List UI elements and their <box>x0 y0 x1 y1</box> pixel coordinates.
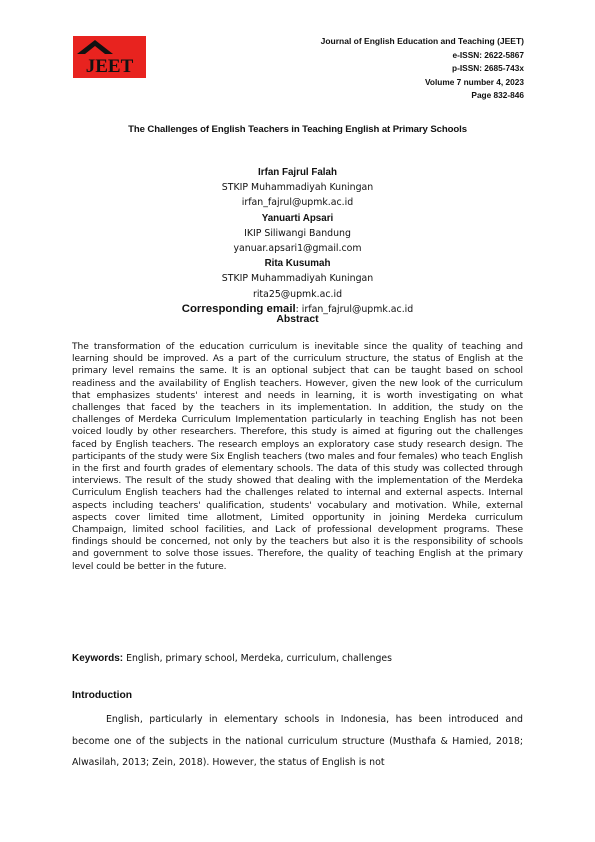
journal-info <box>321 35 524 103</box>
keywords-value: English, primary school, Merdeka, curriculum, challenges <box>123 653 392 664</box>
keywords <box>72 653 523 665</box>
author-email: yanuar.apsari1@gmail.com <box>233 243 362 255</box>
abstract-text: The transformation of the education curriculum is inevitable since the quality of teaching and learning should be improved. As a part of the curriculum structure, the status of English at the primary level remains the same. It is an optional subject that can be taught based on school readiness and the availability of English teachers. However, given the new look of the curriculum that emphasizes students' interest and needs in learning, it is worth investigating on what challenges that faced by the teachers in its implementation. In addition, the study on the challenges of Merdeka Curriculum Implementation particularly in teaching English has not been voiced loudly by other researchers. Therefore, this study is aimed at figuring out the challenges faced by English teachers. The research employs an exploratory case study research design. The participants of the study were Six English teachers (two males and four females) who teach English in the first and fourth grades of elementary schools. The data of this study was collected through interviews. The result of the study showed that dealing with the implementation of the Merdeka Curriculum English teachers had the challenges related to internal and external aspects. Internal aspects including teachers' qualification, students' vocabulary and motivation. While, external aspects cover limited time allotment, Limited opportunity in joining Merdeka curriculum Champaign, limited school facilities, and Lack of professional development programs. These findings should be concerned, not only by the teachers but also it is the responsibility of schools and government to solve those issues. Therefore, the quality of teaching English at the primary level could be better in the future. <box>72 342 523 572</box>
keywords-label: Keywords: <box>72 653 124 664</box>
author-name: Irfan Fajrul Falah <box>258 167 337 178</box>
corresponding-email-label: Corresponding email <box>181 302 296 315</box>
author-name: Yanuarti Apsari <box>261 212 334 224</box>
author-email: rita25@upmk.ac.id <box>252 288 343 300</box>
logo-text: JEET <box>85 56 134 77</box>
introduction-heading: Introduction <box>72 690 133 701</box>
corresponding-email-value: : irfan_fajrul@upmk.ac.id <box>295 303 414 315</box>
introduction-text: English, particularly in elementary schools in Indonesia, has been introduced and become one of the subjects in the national curriculum structure (Musthafa & Hamied, 2018; Alwasilah, 2013; Zein, 2018). However, the status of English is not <box>72 714 523 769</box>
author-affiliation: STKIP Muhammadiyah Kuningan <box>221 273 374 285</box>
journal-name: Journal of English Education and Teaching (JEET) <box>320 36 524 46</box>
author-affiliation: IKIP Siliwangi Bandung <box>244 227 351 239</box>
journal-volume: Volume 7 number 4, 2023 <box>425 76 524 87</box>
author-email: irfan_fajrul@upmk.ac.id <box>241 197 354 209</box>
paper-title: The Challenges of English Teachers in Teaching English at Primary Schools <box>128 124 467 135</box>
author-affiliation: STKIP Muhammadiyah Kuningan <box>221 182 374 194</box>
journal-eissn: e-ISSN: 2622-5867 <box>452 49 524 60</box>
author-name: Rita Kusumah <box>264 258 331 270</box>
jeet-logo-graphic <box>73 36 146 78</box>
jeet-logo <box>73 36 146 78</box>
abstract-heading: Abstract <box>276 314 319 325</box>
journal-page: Page 832-846 <box>471 90 524 101</box>
author-block <box>72 165 523 317</box>
journal-pissn: p-ISSN: 2685-743x <box>452 63 524 74</box>
